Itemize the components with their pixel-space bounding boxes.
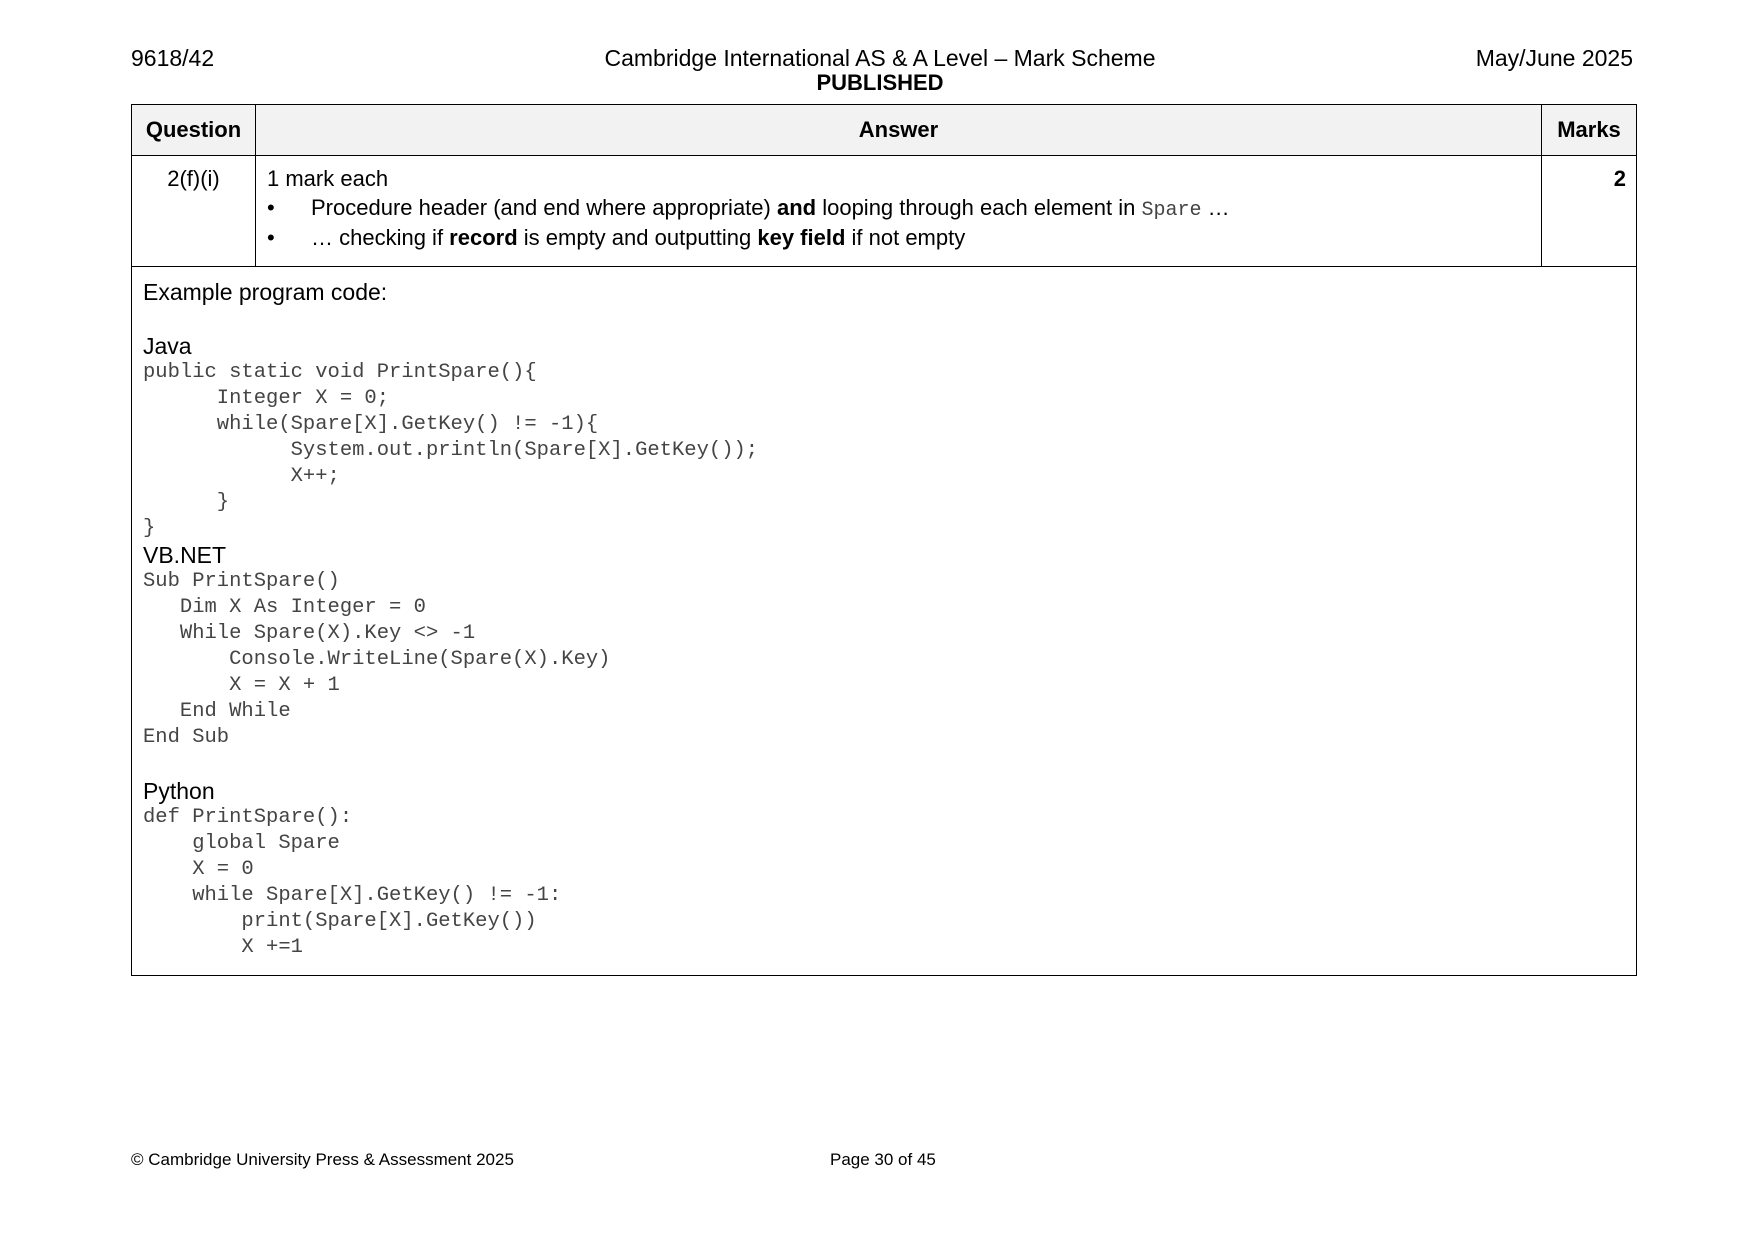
bullet-text: … checking if record is empty and outputting key field if not empty [311, 225, 966, 250]
vbnet-label: VB.NET [143, 542, 227, 568]
python-label: Python [143, 778, 215, 804]
bullet-text: Procedure header (and end where appropriate) and looping through each element in Spare … [311, 195, 1230, 222]
page-number: Page 30 of 45 [830, 1150, 936, 1169]
example-row [132, 267, 1637, 976]
example-code-cell [132, 267, 1637, 976]
example-intro: Example program code: [143, 279, 388, 305]
marks-header: Marks [1542, 105, 1637, 156]
paper-code: 9618/42 [131, 45, 215, 71]
bullet-item [267, 195, 1531, 222]
exam-session: May/June 2025 [1475, 45, 1633, 71]
answer-cell [256, 156, 1542, 267]
java-code: public static void PrintSpare(){ Integer X = 0; while(Spare[X].GetKey() != -1){ System.out.println(Spare[X].GetKey()); X++; } } [143, 361, 759, 540]
bullet-item [267, 225, 1531, 251]
answer-header: Answer [256, 105, 1542, 156]
question-header: Question [132, 105, 256, 156]
answer-intro: 1 mark each [267, 166, 389, 191]
bullet-icon: • [267, 225, 275, 250]
table-row [132, 156, 1637, 267]
mark-scheme-table [131, 104, 1637, 976]
vbnet-code: Sub PrintSpare() Dim X As Integer = 0 While Spare(X).Key <> -1 Console.WriteLine(Spare(X).Key) X = X + 1 End While End Sub [143, 570, 611, 749]
table-header-row [132, 105, 1637, 156]
status-label: PUBLISHED [816, 70, 944, 95]
python-code: def PrintSpare(): global Spare X = 0 while Spare[X].GetKey() != -1: print(Spare[X].GetKey()) X +=1 [143, 806, 562, 959]
question-number: 2(f)(i) [132, 156, 256, 267]
java-label: Java [143, 333, 192, 359]
copyright-notice: © Cambridge University Press & Assessment 2025 [131, 1150, 514, 1169]
document-title: Cambridge International AS & A Level – Mark Scheme [604, 45, 1156, 71]
marks-value: 2 [1542, 156, 1637, 267]
bullet-icon: • [267, 195, 275, 220]
